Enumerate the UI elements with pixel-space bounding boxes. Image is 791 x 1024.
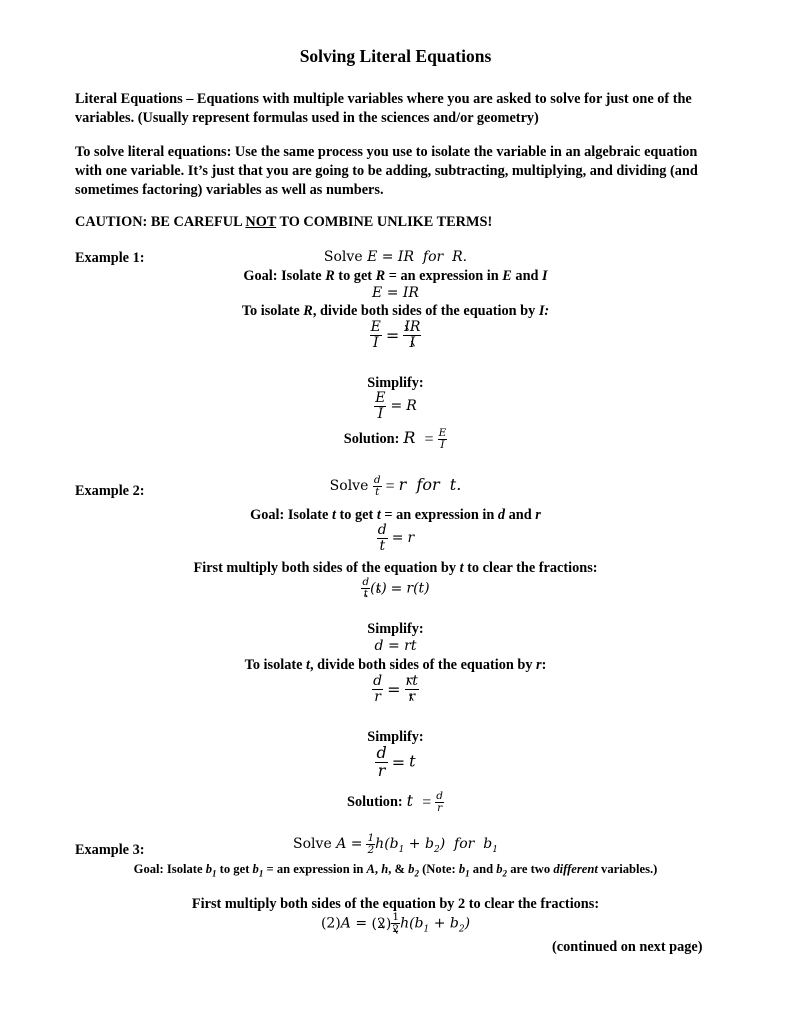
example2-step1: First multiply both sides of the equation by t to clear the fractions: [193, 560, 598, 576]
continued-note: (continued on next page) [552, 939, 703, 955]
example2-solution: Solution: t = $\frac{d}{r}$ [347, 790, 443, 815]
example1-simplify: Simplify: [367, 375, 424, 391]
example2-simplified1: d = rt [374, 638, 417, 654]
example2-simplify1: Simplify: [367, 621, 424, 637]
example2-multiply-step: $\frac{d}{t}$ (t) = r(t) [362, 576, 430, 601]
caution-post: TO COMBINE UNLIKE TERMS! [276, 214, 493, 230]
example1-simplified: $\frac{E}{I}$ = R [375, 390, 417, 422]
example2-equation: $\frac{d}{t}$ = r [377, 522, 415, 554]
example1-solution: Solution: R = $\frac{E}{I}$ [343, 427, 447, 452]
caution-line [75, 213, 725, 232]
example3-multiply-step: (2)A = (2) $\frac{1}{2}$ $h(b_1 + b_2)$ [320, 911, 471, 936]
example1-step1: To isolate R, divide both sides of the equation by I: [241, 303, 550, 319]
example2-label: Example 2: [75, 483, 145, 499]
example1-goal: Goal: Isolate R to get R = an expression in E and I [243, 268, 548, 284]
example2-simplify2: Simplify: [367, 729, 424, 745]
example3-goal: Goal: Isolate $b_1$ to get $b_1$ = an expression in A, h, & $b_2$ (Note: $b_1$ and $b_2$ are two different variables.) [133, 862, 658, 879]
page-title: Solving Literal Equations [299, 46, 492, 66]
example1-solve-word: Solve [323, 249, 368, 265]
example3-step1: First multiply both sides of the equation by 2 to clear the fractions: [191, 896, 600, 912]
example1-equation: E = IR [372, 285, 419, 301]
example3-problem: Solve A = $\frac{1}{2}$ $h(b_1 + b_2)$ for $b_1$ [293, 832, 498, 857]
caution-not: NOT [245, 214, 277, 230]
example2-step2: To isolate t, divide both sides of the equation by r: [244, 657, 547, 673]
example1-label: Example 1: [75, 250, 145, 266]
example2-goal: Goal: Isolate t to get t = an expression in d and r [250, 507, 541, 523]
example2-divide-step: $\frac{d}{r}$ = $\frac{rt}{r}$ [373, 673, 418, 705]
example3-label: Example 3: [75, 842, 145, 858]
example2-problem: Solve $\frac{d}{t}$ = r for t. [329, 474, 462, 499]
definition-paragraph: Literal Equations – Equations with multiple variables where you are asked to solve for just one of the variables. (Usually represent formulas used in the sciences and/or geometry) [75, 91, 692, 126]
example1-problem: Solve E = IR for R. [323, 249, 468, 265]
example2-simplified2: $\frac{d}{r}$ = t [376, 743, 416, 780]
process-paragraph: To solve literal equations: Use the same process you use to isolate the variable in an algebraic equation with one variable. It’s just that you are going to be adding, subtracting, multiplying, and dividing (and sometimes factoring) variables as well as numbers. [75, 144, 698, 198]
example1-divide-step: $\frac{E}{I}$ = $\frac{IR}{I}$ [370, 319, 421, 351]
caution-pre: CAUTION: BE CAREFUL [75, 214, 246, 230]
